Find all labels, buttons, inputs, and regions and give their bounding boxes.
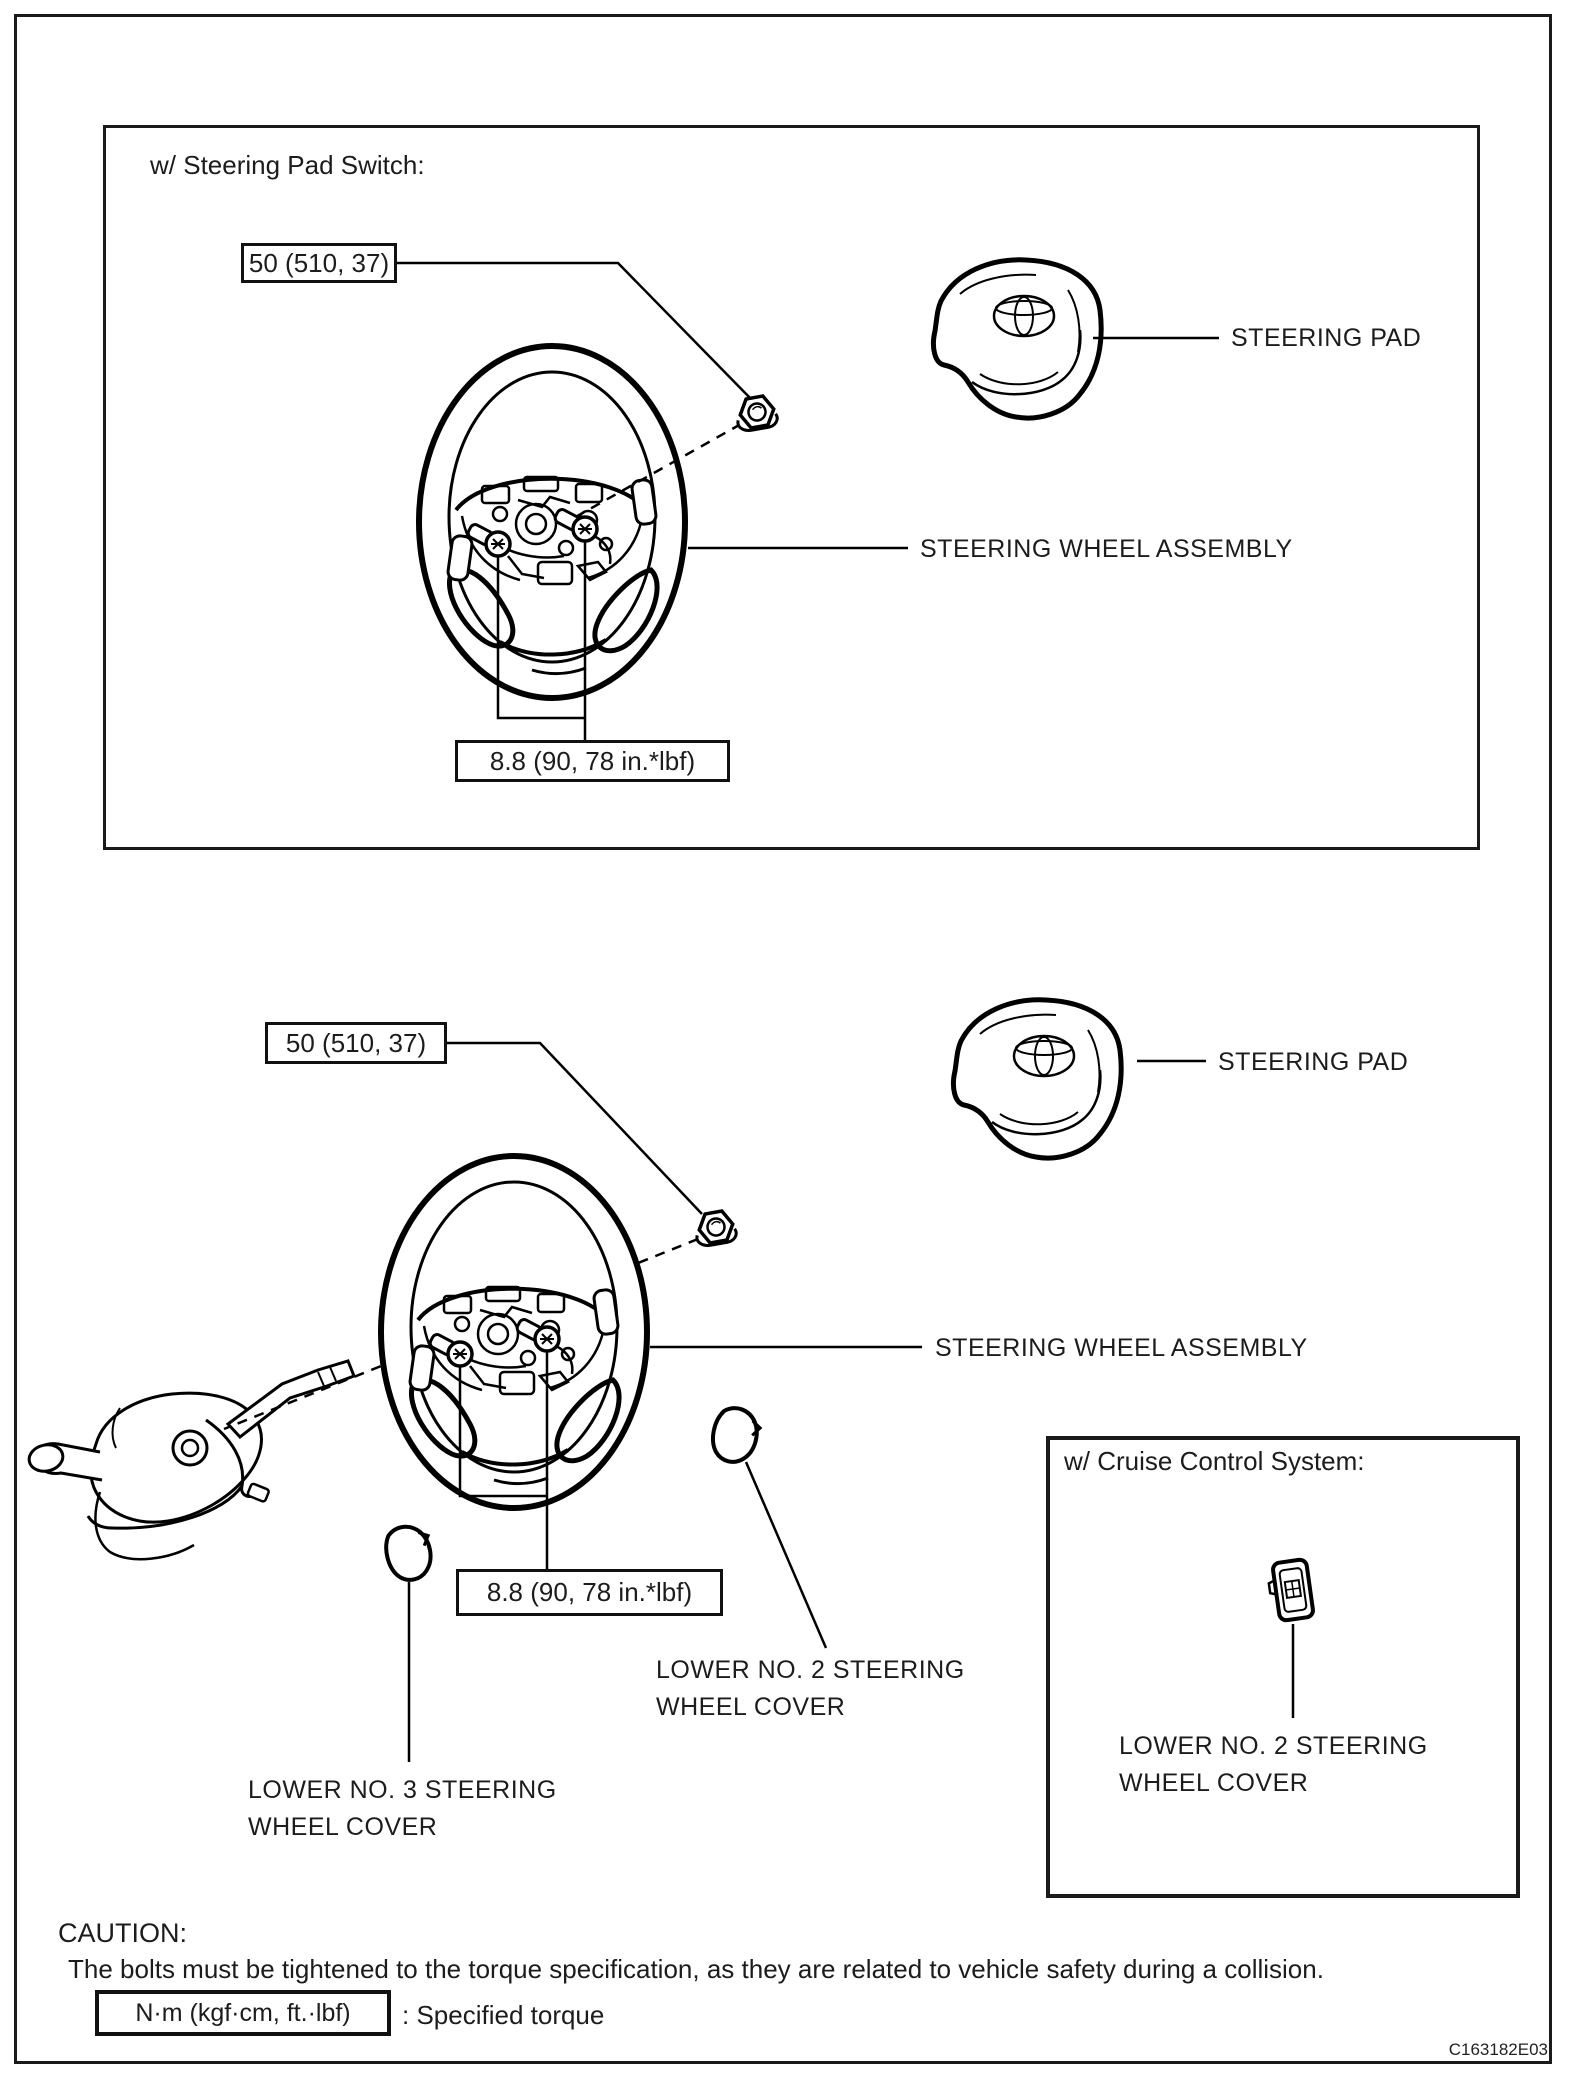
cruise-box-title: w/ Cruise Control System: [1064, 1446, 1365, 1476]
nut-torque-spec-top: 50 (510, 37) [241, 243, 397, 283]
cruise-control-section-box [1046, 1436, 1520, 1898]
steering-pad-label-top: STEERING PAD [1231, 324, 1422, 352]
top-section-title: w/ Steering Pad Switch: [150, 150, 425, 180]
steering-pad-label-bottom: STEERING PAD [1218, 1048, 1409, 1076]
cruise-lower-no2-cover-label-line2: WHEEL COVER [1119, 1769, 1309, 1797]
steering-pad-switch-section-box [103, 125, 1480, 850]
steering-wheel-assembly-label-bottom: STEERING WHEEL ASSEMBLY [935, 1334, 1308, 1362]
cruise-lower-no2-cover-label-line1: LOWER NO. 2 STEERING [1119, 1732, 1428, 1760]
torque-unit-box: N·m (kgf·cm, ft.·lbf) [95, 1990, 391, 2036]
nut-torque-spec-bottom: 50 (510, 37) [265, 1022, 447, 1064]
screw-torque-spec-bottom: 8.8 (90, 78 in.*lbf) [456, 1569, 723, 1616]
torque-note: : Specified torque [402, 2000, 605, 2030]
caution-heading: CAUTION: [58, 1918, 188, 1948]
lower-no2-cover-label [656, 1652, 965, 1726]
screw-torque-spec-top: 8.8 (90, 78 in.*lbf) [455, 740, 730, 782]
lower-no3-cover-label-line1: LOWER NO. 3 STEERING [248, 1776, 557, 1804]
steering-wheel-assembly-label-top: STEERING WHEEL ASSEMBLY [920, 535, 1293, 563]
cruise-lower-no2-cover-label [1119, 1728, 1428, 1802]
lower-no3-cover-label-line2: WHEEL COVER [248, 1813, 438, 1841]
lower-no3-cover-label [248, 1772, 557, 1846]
doc-code: C163182E03 [1448, 2040, 1548, 2059]
caution-body: The bolts must be tightened to the torque specification, as they are related to vehicle safety during a collision. [68, 1954, 1324, 1984]
lower-no2-cover-label-line1: LOWER NO. 2 STEERING [656, 1656, 965, 1684]
lower-no2-cover-label-line2: WHEEL COVER [656, 1693, 846, 1721]
